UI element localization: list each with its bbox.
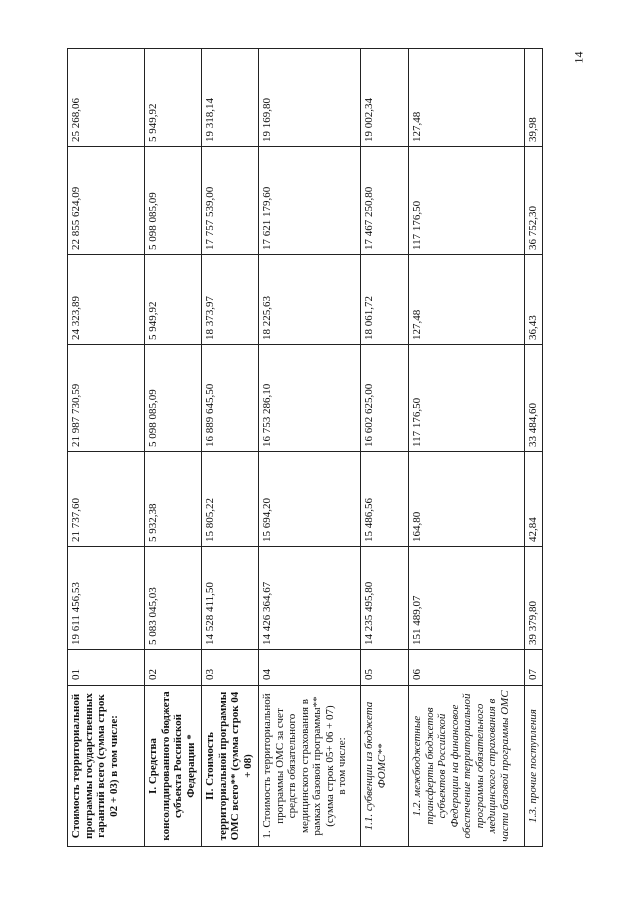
row-value: 21 737,60 xyxy=(68,452,145,547)
row-code: 01 xyxy=(68,650,145,686)
row-value: 18 225,63 xyxy=(259,255,361,345)
table-row xyxy=(145,49,202,847)
row-value: 19 002,34 xyxy=(361,49,409,147)
table-row xyxy=(202,49,259,847)
row-value: 39 379,80 xyxy=(525,547,543,650)
row-label: II. Стоимость территориальной программы ОМС всего** (сумма строк 04 + 08) xyxy=(202,686,259,847)
row-value: 5 949,92 xyxy=(145,255,202,345)
row-value: 16 602 625,00 xyxy=(361,345,409,452)
row-value: 5 098 085,09 xyxy=(145,345,202,452)
row-value: 15 486,56 xyxy=(361,452,409,547)
row-value: 39,98 xyxy=(525,49,543,147)
page-number: 14 xyxy=(571,51,586,64)
row-value: 19 169,80 xyxy=(259,49,361,147)
row-value: 42,84 xyxy=(525,452,543,547)
row-value: 14 426 364,67 xyxy=(259,547,361,650)
row-value: 15 694,20 xyxy=(259,452,361,547)
row-label: 1.1. субвенции из бюджета ФОМС** xyxy=(361,686,409,847)
row-value: 164,80 xyxy=(409,452,525,547)
row-value: 19 611 456,53 xyxy=(68,547,145,650)
row-code: 02 xyxy=(145,650,202,686)
row-label-cell xyxy=(259,686,361,847)
row-code: 05 xyxy=(361,650,409,686)
row-value: 127,48 xyxy=(409,49,525,147)
row-sublabel: в том числе: xyxy=(336,737,348,795)
row-value: 36 752,30 xyxy=(525,147,543,255)
row-value: 17 467 250,80 xyxy=(361,147,409,255)
row-value: 22 855 624,09 xyxy=(68,147,145,255)
row-value: 21 987 730,59 xyxy=(68,345,145,452)
row-value: 19 318,14 xyxy=(202,49,259,147)
row-code: 06 xyxy=(409,650,525,686)
row-value: 15 805,22 xyxy=(202,452,259,547)
financing-table-container xyxy=(67,49,540,847)
row-value: 117 176,50 xyxy=(409,345,525,452)
row-value: 117 176,50 xyxy=(409,147,525,255)
row-code: 04 xyxy=(259,650,361,686)
row-value: 17 757 539,00 xyxy=(202,147,259,255)
row-value: 14 528 411,50 xyxy=(202,547,259,650)
table-row xyxy=(525,49,543,847)
table-row xyxy=(361,49,409,847)
row-value: 5 949,92 xyxy=(145,49,202,147)
row-value: 25 268,06 xyxy=(68,49,145,147)
row-label: 1.2. межбюджетные трансферты бюджетов субъектов Российской Федерации на финансовое обеспечение территориальной программы обязательного медицинского страхования в части базовой программы ОМС xyxy=(409,686,525,847)
row-code: 07 xyxy=(525,650,543,686)
row-value: 18 373,97 xyxy=(202,255,259,345)
row-label: 1.3. прочие поступления xyxy=(525,686,543,847)
row-value: 18 061,72 xyxy=(361,255,409,345)
row-code: 03 xyxy=(202,650,259,686)
table-row xyxy=(68,49,145,847)
row-value: 5 083 045,03 xyxy=(145,547,202,650)
row-value: 151 489,07 xyxy=(409,547,525,650)
row-value: 24 323,89 xyxy=(68,255,145,345)
row-value: 36,43 xyxy=(525,255,543,345)
row-label: Стоимость территориальной программы государственных гарантий всего (сумма строк 02 + 03) в том числе: xyxy=(68,686,145,847)
row-value: 5 932,38 xyxy=(145,452,202,547)
financing-table xyxy=(67,48,543,847)
row-value: 16 753 286,10 xyxy=(259,345,361,452)
row-value: 16 889 645,50 xyxy=(202,345,259,452)
row-value: 33 484,60 xyxy=(525,345,543,452)
row-value: 127,48 xyxy=(409,255,525,345)
row-value: 5 098 085,09 xyxy=(145,147,202,255)
row-value: 17 621 179,60 xyxy=(259,147,361,255)
row-label: I. Средства консолидированного бюджета субъекта Российской Федерации * xyxy=(145,686,202,847)
row-value: 14 235 495,80 xyxy=(361,547,409,650)
row-label: 1. Стоимость территориальной программы ОМС за счет средств обязательного медицинского страхования в рамках базовой программы** (сумма строк 05+ 06 + 07) xyxy=(261,693,336,839)
table-row xyxy=(259,49,361,847)
table-row xyxy=(409,49,525,847)
